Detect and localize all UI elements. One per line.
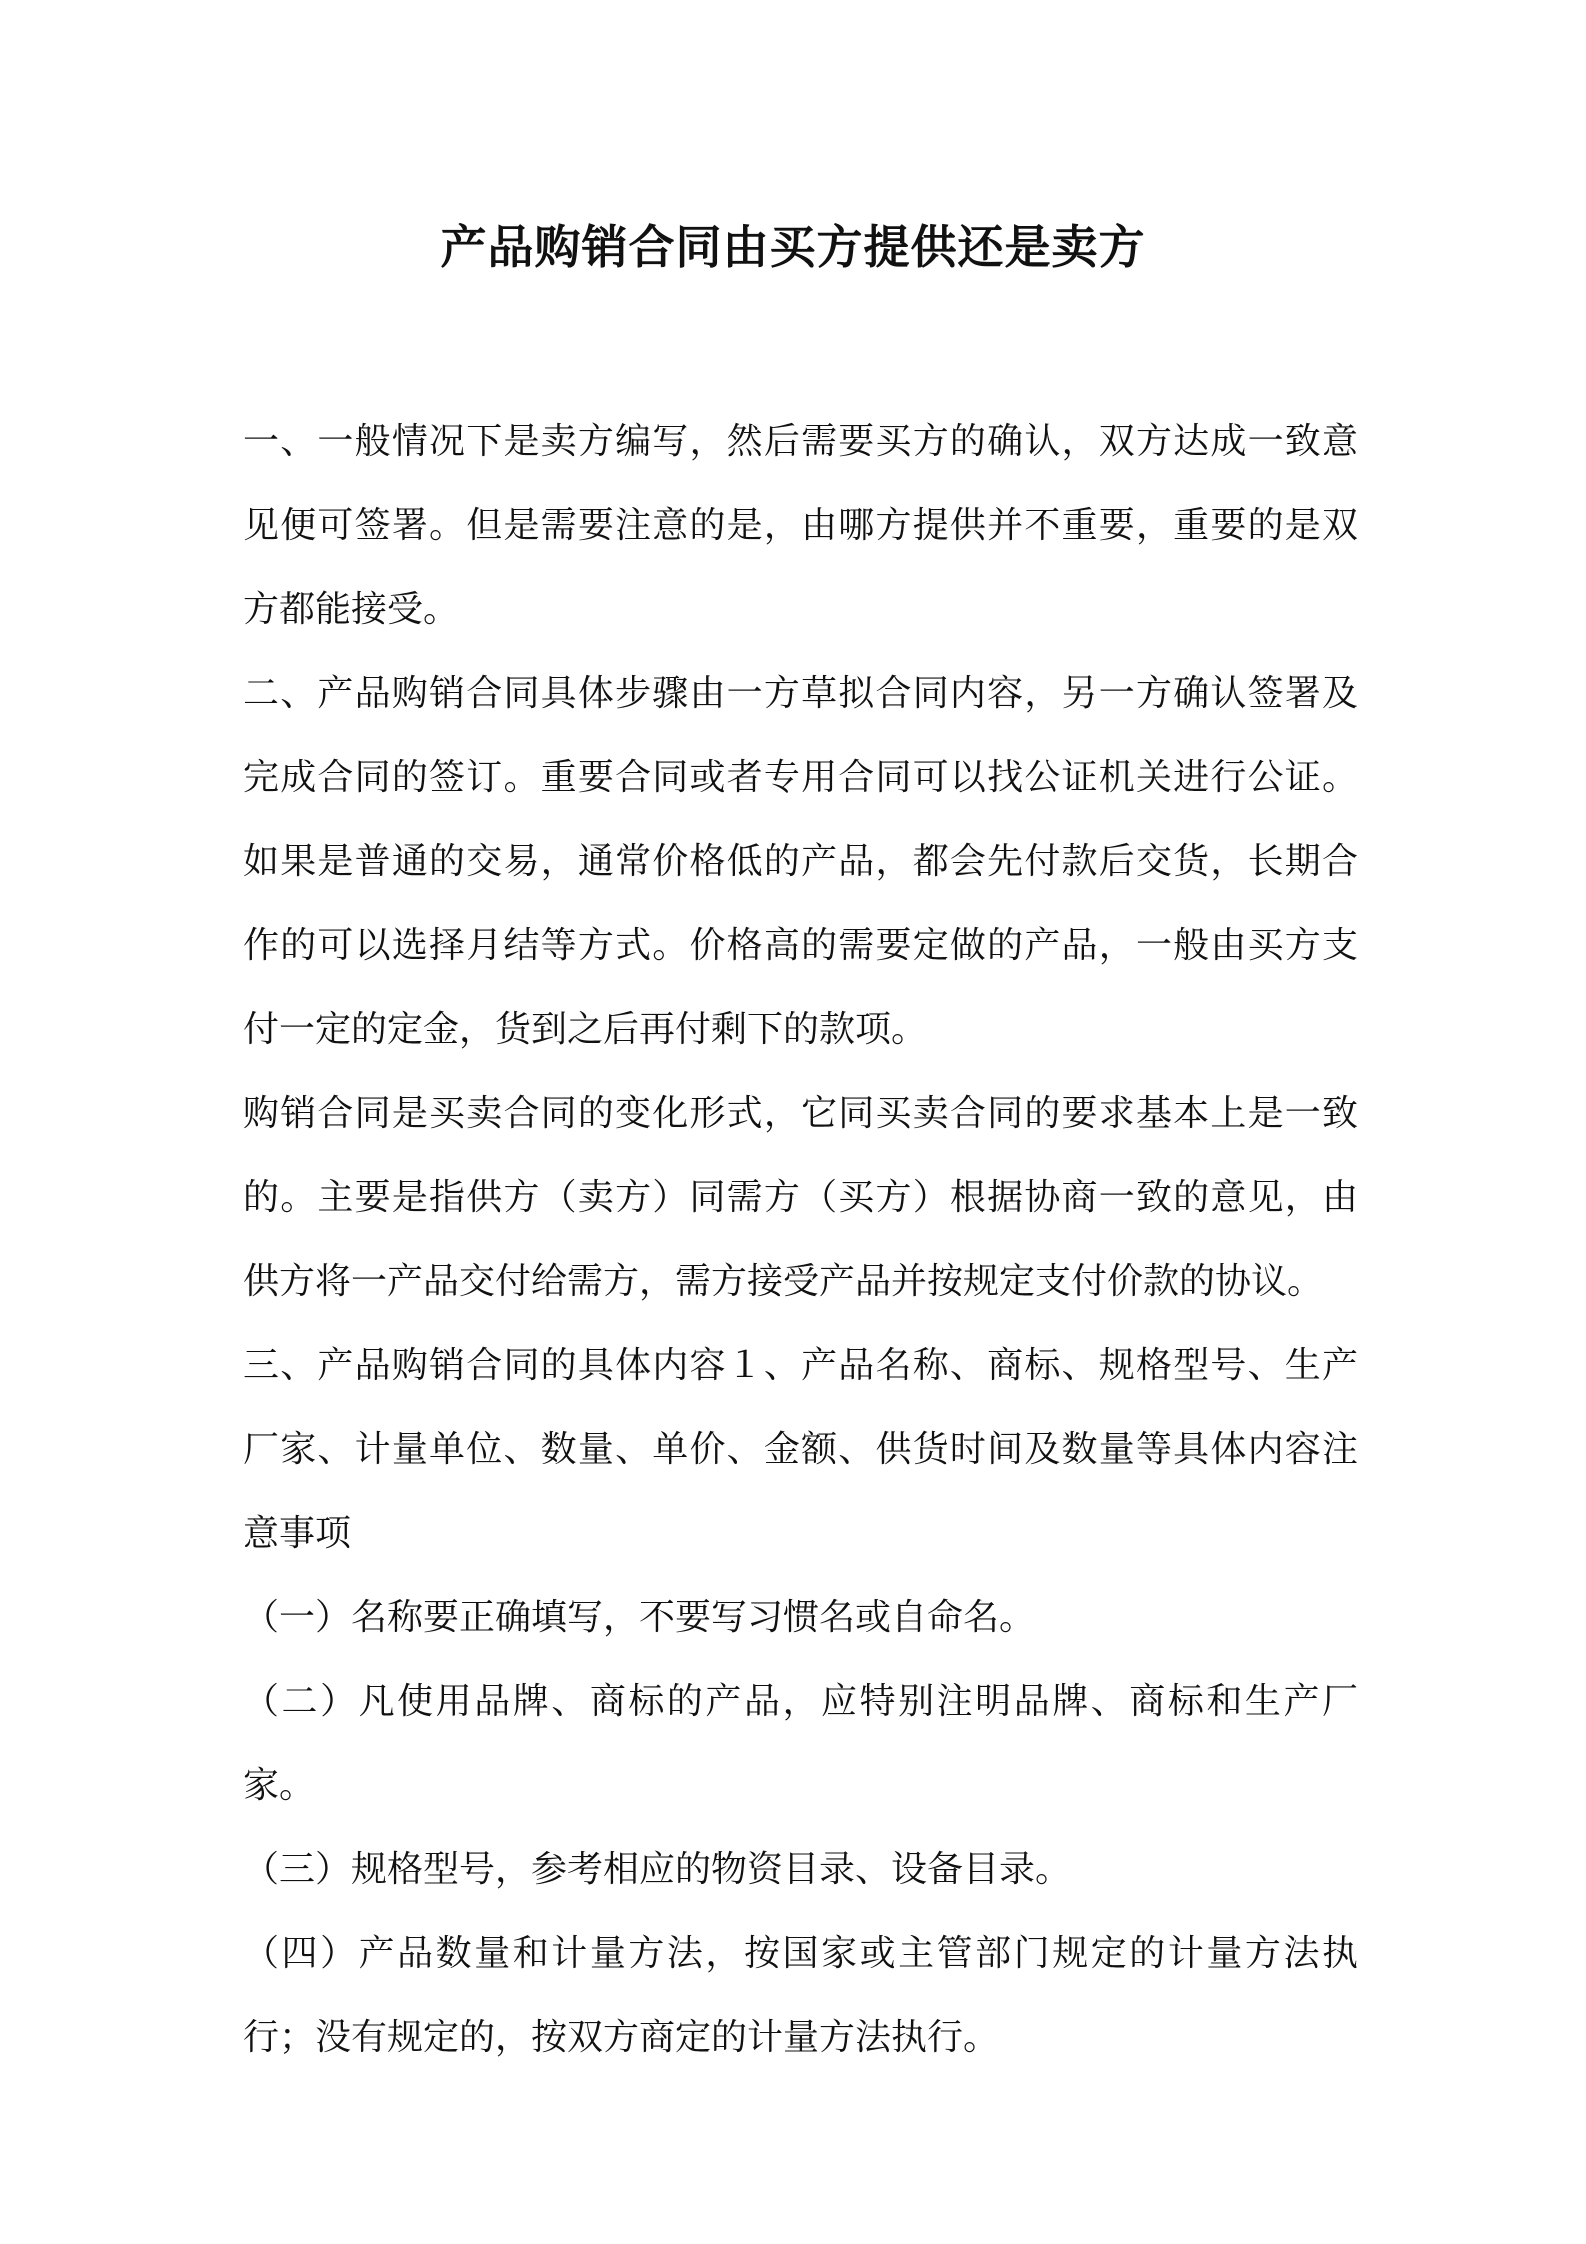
paragraph-7: （三）规格型号，参考相应的物资目录、设备目录。: [243, 1849, 1072, 1890]
document-title: 产品购销合同由买方提供还是卖方: [440, 220, 1146, 274]
paragraph-6: （二）凡使用品牌、商标的产品，应特别注明品牌、商标和生产厂家。: [243, 1681, 1358, 1806]
paragraph-5: （一）名称要正确填写，不要写习惯名或自命名。: [243, 1597, 1036, 1638]
paragraph-2: 二、产品购销合同具体步骤由一方草拟合同内容，另一方确认签署及完成合同的签订。重要合同或者专用合同可以找公证机关进行公证。如果是普通的交易，通常价格低的产品，都会先付款后交货，长期合作的可以选择月结等方式。价格高的需要定做的产品，一般由买方支付一定的定金，货到之后再付剩下的款项。: [243, 673, 1358, 1050]
document-body: [243, 400, 1358, 2080]
paragraph-3: 购销合同是买卖合同的变化形式，它同买卖合同的要求基本上是一致的。主要是指供方（卖方）同需方（买方）根据协商一致的意见，由供方将一产品交付给需方，需方接受产品并按规定支付价款的协议。: [243, 1093, 1358, 1302]
paragraph-1: 一、一般情况下是卖方编写，然后需要买方的确认，双方达成一致意见便可签署。但是需要注意的是，由哪方提供并不重要，重要的是双方都能接受。: [243, 421, 1358, 630]
paragraph-4: 三、产品购销合同的具体内容１、产品名称、商标、规格型号、生产厂家、计量单位、数量、单价、金额、供货时间及数量等具体内容注意事项: [243, 1345, 1358, 1554]
paragraph-8: （四）产品数量和计量方法，按国家或主管部门规定的计量方法执行；没有规定的，按双方商定的计量方法执行。: [243, 1933, 1358, 2058]
